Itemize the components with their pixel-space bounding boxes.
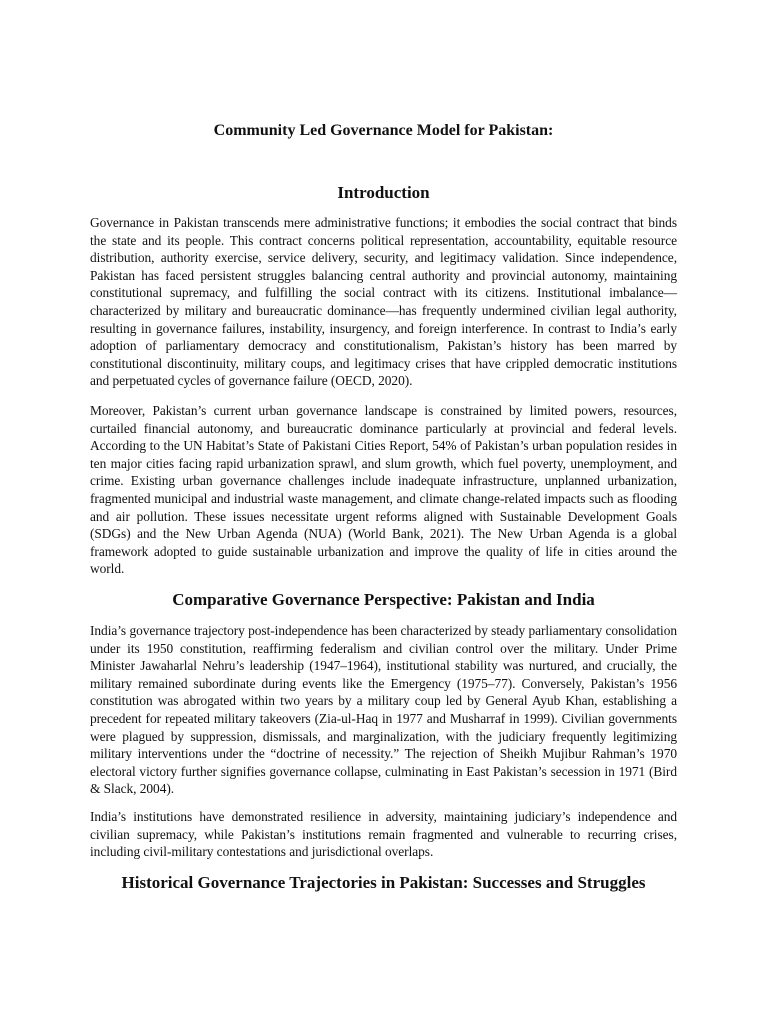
introduction-paragraph-2: Moreover, Pakistan’s current urban governance landscape is constrained by limited powers, resources, curtailed financial autonomy, and bureaucratic dominance particularly at provincial and federal levels. According to the UN Habitat’s State of Pakistani Cities Report, 54% of Pakistan’s urban population resides in ten major cities facing rapid urbanization sprawl, and slum growth, which fuel poverty, unemployment, and crime. Existing urban governance challenges include inadequate infrastructure, unplanned urbanization, fragmented municipal and industrial waste management, and climate change-related impacts such as flooding and air pollution. These issues necessitate urgent reforms aligned with Sustainable Development Goals (SDGs) and the New Urban Agenda (NUA) (World Bank, 2021). The New Urban Agenda is a global framework adopted to guide sustainable urbanization and improve the quality of life in cities around the world. <box>90 403 677 577</box>
introduction-paragraph-1: Governance in Pakistan transcends mere administrative functions; it embodies the social contract that binds the state and its people. This contract concerns political representation, accountability, equitable resource distribution, authority exercise, service delivery, security, and legitimacy validation. Since independence, Pakistan has faced persistent struggles balancing central authority and provincial autonomy, maintaining constitutional supremacy, and fulfilling the social contract with its citizens. Institutional imbalance—characterized by military and bureaucratic dominance—has frequently undermined civilian legal authority, resulting in governance failures, instability, insurgency, and foreign interference. In contrast to India’s early adoption of parliamentary democracy and constitutionalism, Pakistan’s history has been marred by constitutional discontinuity, military coups, and legitimacy crises that have crippled democratic institutions and perpetuated cycles of governance failure (OECD, 2020). <box>90 215 677 389</box>
comparative-governance-heading: Comparative Governance Perspective: Pakistan and India <box>172 590 595 609</box>
comparative-paragraph-1: India’s governance trajectory post-independence has been characterized by steady parliamentary consolidation under its 1950 constitution, reaffirming federalism and civilian control over the military. Under Prime Minister Jawaharlal Nehru’s leadership (1947–1964), institutional stability was nurtured, and crucially, the military remained subordinate during events like the Emergency (1975–77). Conversely, Pakistan’s 1956 constitution was abrogated within two years by a military coup led by General Ayub Khan, establishing a precedent for repeated military takeovers (Zia-ul-Haq in 1977 and Musharraf in 1999). Civilian governments were plagued by suppression, dismissals, and marginalization, with the judiciary frequently legitimizing military interventions under the “doctrine of necessity.” The rejection of Sheikh Mujibur Rahman’s 1970 electoral victory further signifies governance collapse, culminating in East Pakistan’s secession in 1971 (Bird & Slack, 2004). <box>90 623 677 797</box>
document-title: Community Led Governance Model for Pakistan: <box>213 122 554 139</box>
introduction-heading: Introduction <box>337 183 430 202</box>
historical-trajectories-heading: Historical Governance Trajectories in Pakistan: Successes and Struggles <box>121 873 646 892</box>
comparative-paragraph-2: India’s institutions have demonstrated resilience in adversity, maintaining judiciary’s independence and civilian supremacy, while Pakistan’s institutions remain fragmented and vulnerable to recurring crises, including civil-military contestations and jurisdictional overlaps. <box>90 809 677 860</box>
